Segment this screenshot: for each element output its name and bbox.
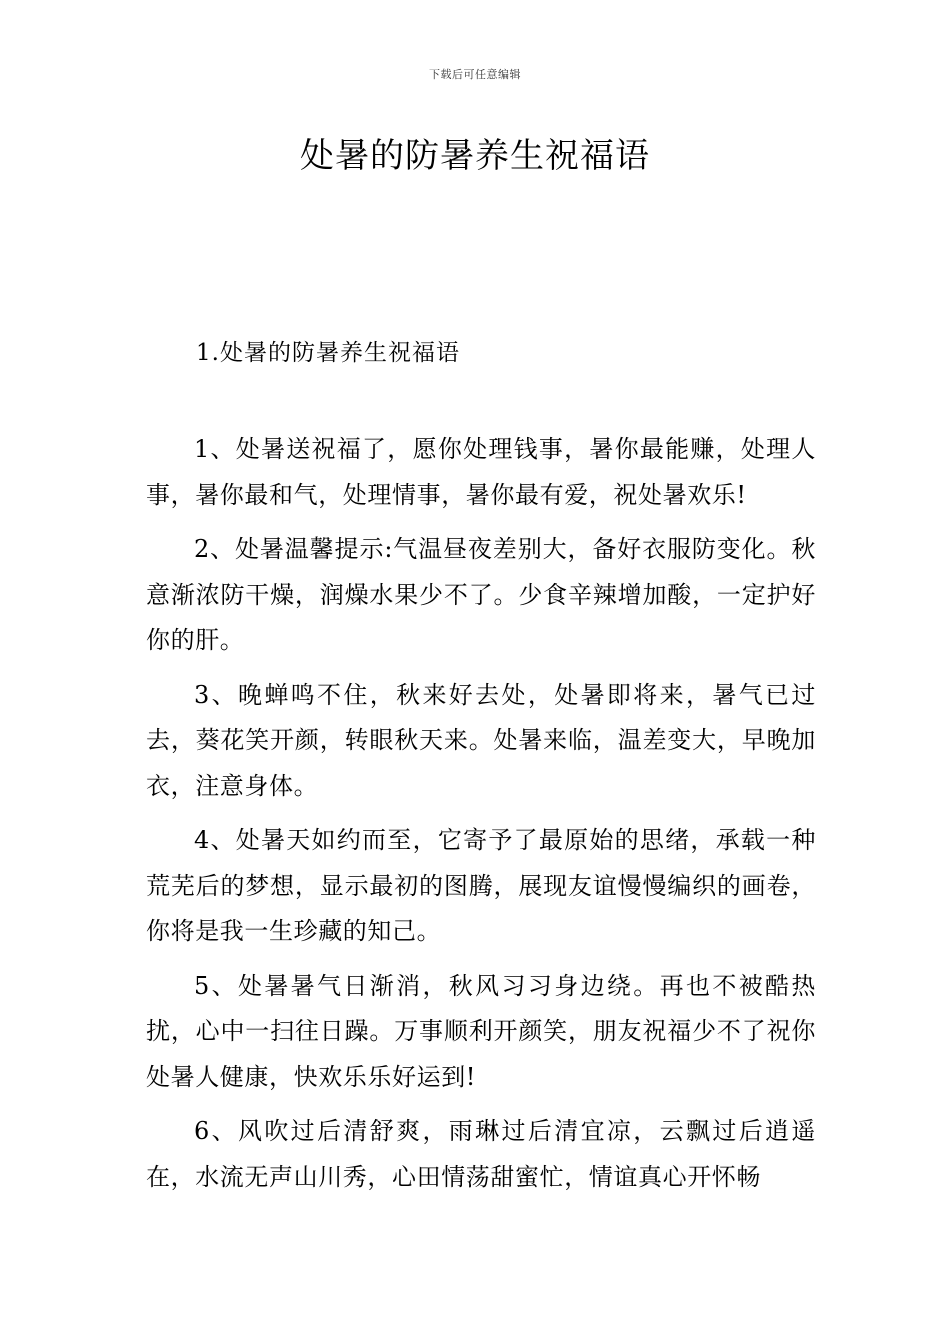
paragraph-3: 3、晚蝉鸣不住，秋来好去处，处暑即将来，暑气已过去，葵花笑开颜，转眼秋天来。处暑来临，温差变大，早晚加衣，注意身体。 — [146, 680, 816, 800]
paragraph-5: 5、处暑暑气日渐消，秋风习习身边绕。再也不被酷热扰，心中一扫往日躁。万事顺利开颜笑，朋友祝福少不了祝你处暑人健康，快欢乐乐好运到! — [146, 971, 816, 1091]
header-note: 下载后可任意编辑 — [429, 68, 521, 81]
paragraph-1: 1、处暑送祝福了，愿你处理钱事，暑你最能赚，处理人事，暑你最和气，处理情事，暑你最有爱，祝处暑欢乐! — [146, 435, 816, 509]
body-text — [146, 427, 816, 1209]
paragraph-6: 6、风吹过后清舒爽，雨琳过后清宜凉，云飘过后逍遥在，水流无声山川秀，心田情荡甜蜜忙，情谊真心开怀畅 — [146, 1117, 816, 1191]
document-title: 处暑的防暑养生祝福语 — [300, 136, 650, 176]
section-heading: 1.处暑的防暑养生祝福语 — [196, 340, 460, 366]
paragraph-2: 2、处暑温馨提示:气温昼夜差别大，备好衣服防变化。秋意渐浓防干燥，润燥水果少不了。少食辛辣增加酸，一定护好你的肝。 — [146, 535, 816, 654]
paragraph-4: 4、处暑天如约而至，它寄予了最原始的思绪，承载一种荒芜后的梦想，显示最初的图腾，展现友谊慢慢编织的画卷，你将是我一生珍藏的知己。 — [146, 826, 816, 945]
